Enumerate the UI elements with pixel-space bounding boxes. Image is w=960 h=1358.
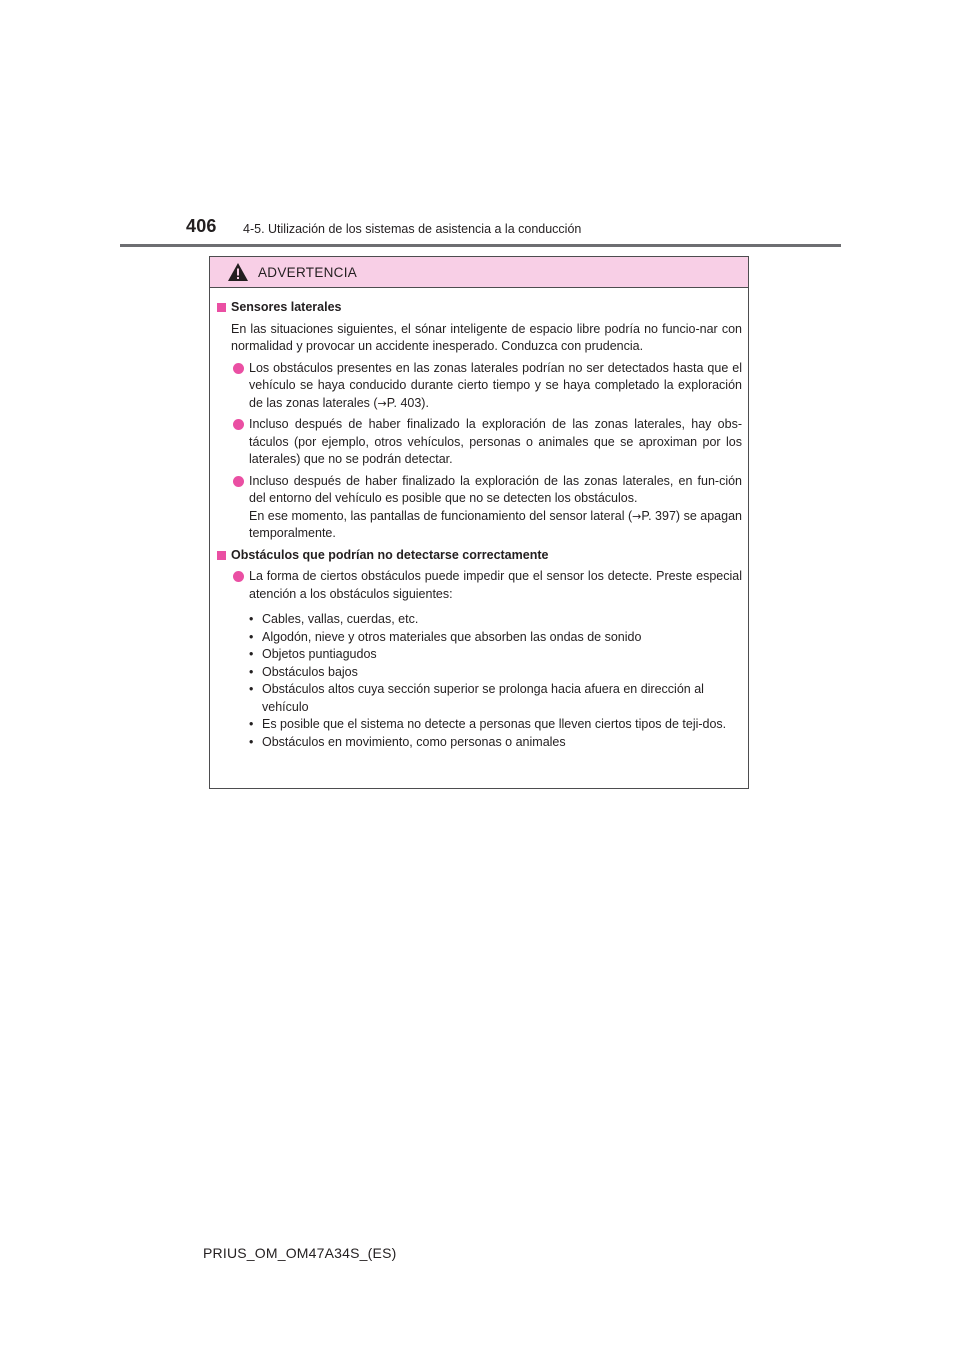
warning-title: ADVERTENCIA [258,264,358,280]
section-heading [217,547,742,565]
list-item: • Obstáculos altos cuya sección superior se prolonga hacia afuera en dirección al vehículo [249,681,742,716]
bullet-text: Incluso después de haber finalizado la exploración de las zonas laterales, hay obs-táculos (por ejemplo, otros vehículos, personas o animales que se aproximan por los laterales) que no se podrán detectar. [249,417,742,466]
warning-body [210,288,748,751]
bullet-item [217,568,742,603]
arrow-icon: → [632,509,642,523]
list-item: • Algodón, nieve y otros materiales que absorben las ondas de sonido [249,629,742,647]
arrow-icon: → [377,396,387,410]
bullet-item [217,360,742,413]
bullet-text: La forma de ciertos obstáculos puede impedir que el sensor los detecte. Preste especial atención a los obstáculos siguientes: [249,569,742,601]
square-bullet-icon [217,303,226,312]
list-item: • Es posible que el sistema no detecte a personas que lleven ciertos tipos de teji-dos. [249,716,742,734]
circle-bullet-icon [233,571,244,582]
section-heading-text: Obstáculos que podrían no detectarse correctamente [231,547,549,562]
bullet-text: Los obstáculos presentes en las zonas laterales podrían no ser detectados hasta que el vehículo se haya conducido durante cierto tiempo y se haya completado la exploración de las zonas laterales ( [249,360,742,410]
section-heading-text: Sensores laterales [231,300,342,314]
section-heading [217,299,742,317]
page-number: 406 [186,216,217,236]
bullet-subparagraph: En ese momento, las pantallas de funcionamiento del sensor lateral (→P. 397) se apagan temporalmente. [249,508,742,540]
bullet-item [217,473,742,543]
section-intro: En las situaciones siguientes, el sónar inteligente de espacio libre podría no funcio-nar con normalidad y provocar un accidente inesperado. Conduzca con prudencia. [231,321,742,353]
circle-bullet-icon [233,476,244,487]
page-reference-link[interactable]: P. 403). [386,395,429,410]
circle-bullet-icon [233,363,244,374]
square-bullet-icon [217,551,226,560]
section-title: 4-5. Utilización de los sistemas de asistencia a la conducción [243,222,582,236]
warning-box [209,256,749,789]
bullet-text: Incluso después de haber finalizado la exploración de las zonas laterales, en fun-ción del entorno del vehículo es posible que no se detecten los obstáculos. [249,473,742,505]
obstacle-list [217,611,742,751]
circle-bullet-icon [233,419,244,430]
list-item: • Obstáculos bajos [249,664,742,682]
header-rule [120,244,841,247]
list-item: • Obstáculos en movimiento, como personas o animales [249,734,742,752]
document-code: PRIUS_OM_OM47A34S_(ES) [203,1245,397,1261]
list-item: • Cables, vallas, cuerdas, etc. [249,611,742,629]
bullet-item [217,416,742,469]
page-reference-link[interactable]: P. 397) se apagan temporalmente. [249,508,742,540]
warning-triangle-icon [227,262,249,282]
warning-header [210,257,748,288]
list-item: • Objetos puntiagudos [249,646,742,664]
